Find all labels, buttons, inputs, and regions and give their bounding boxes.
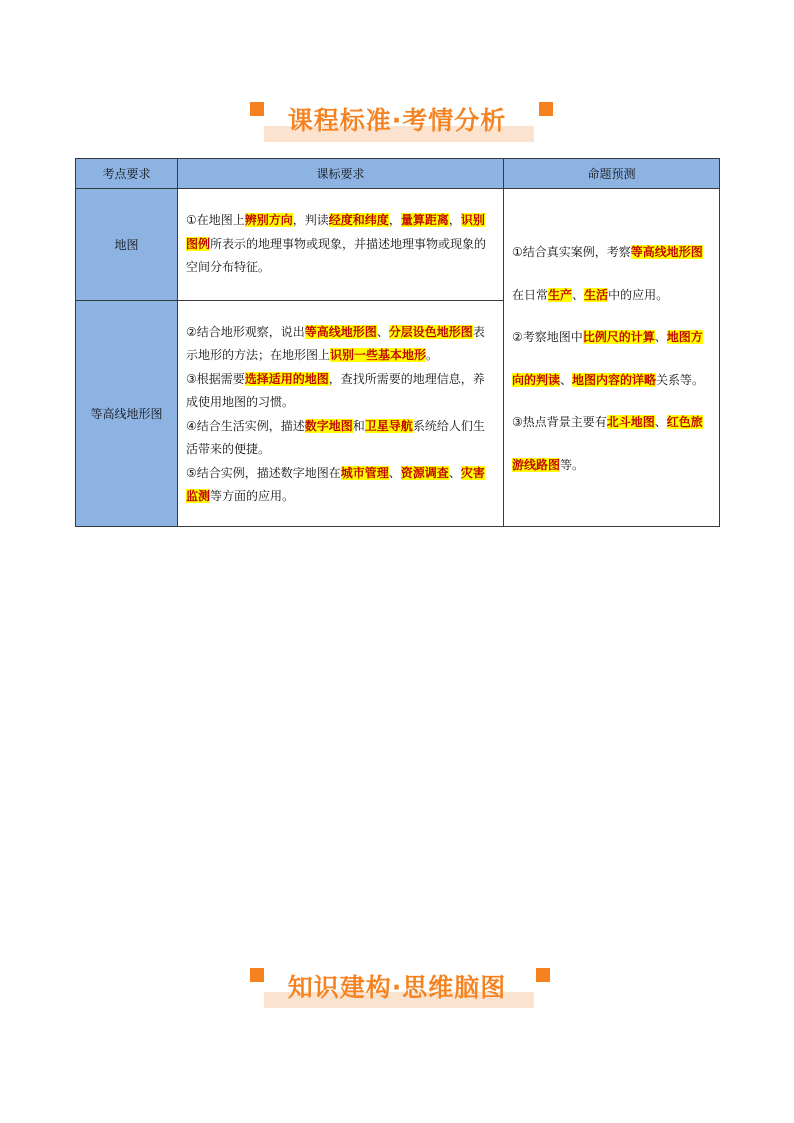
highlighted-keyword: 量算距离 (400, 213, 449, 227)
section-title-text: 知识建构·思维脑图 (287, 973, 507, 1002)
text-segment: 等方面的应用。 (210, 489, 295, 503)
text-segment: ②考察地图中 (512, 330, 583, 344)
text-segment: 、 (560, 372, 573, 387)
exam-point-cell: 地图 (76, 189, 178, 301)
highlighted-keyword: 生活 (584, 287, 609, 302)
highlighted-keyword: 等高线地形图 (630, 245, 703, 259)
highlighted-keyword: 地图内容的详略 (572, 372, 657, 387)
highlighted-keyword: 地图方向的判读 (512, 330, 703, 387)
section-title-mindmap (0, 966, 794, 1016)
table-header-row (76, 159, 720, 189)
text-segment: 、 (654, 415, 667, 429)
paragraph (186, 209, 495, 280)
text-segment: ， (448, 213, 461, 227)
highlighted-keyword: 选择适用的地图 (244, 371, 329, 386)
text-segment: 所表示的地理事物或现象，并描述地理事物或现象的空间分布特征。 (186, 236, 487, 274)
highlighted-keyword: 分层设色地形图 (388, 324, 473, 339)
header-curriculum-requirement: 课标要求 (178, 159, 504, 189)
paragraph (186, 415, 495, 462)
text-segment: 中的应用。 (608, 287, 669, 302)
paragraph (512, 401, 713, 486)
requirement-cell (178, 189, 504, 301)
text-segment: 等。 (560, 457, 585, 472)
text-segment: ⑤结合实例，描述数字地图在 (186, 465, 341, 480)
text-segment: 、 (654, 330, 667, 344)
highlighted-keyword: 资源调查 (400, 465, 449, 480)
requirements-table (75, 158, 720, 527)
text-segment: 、 (572, 287, 585, 302)
exam-point-cell: 等高线地形图 (76, 300, 178, 526)
text-segment: 。 (426, 348, 439, 362)
highlighted-keyword: 红色旅游线路图 (512, 415, 703, 472)
paragraph (186, 368, 495, 415)
highlighted-keyword: 比例尺的计算 (582, 330, 655, 344)
text-segment: 、 (448, 465, 461, 480)
header-exam-point: 考点要求 (76, 159, 178, 189)
text-segment: ①在地图上 (186, 213, 245, 227)
section-title-text: 课程标准·考情分析 (287, 106, 507, 135)
text-segment: ，判读 (292, 213, 329, 227)
text-segment: 、 (388, 465, 401, 480)
text-segment: 、 (376, 324, 389, 339)
requirement-list (186, 189, 495, 300)
text-segment: 在日常 (512, 287, 549, 302)
text-segment: 和 (352, 418, 365, 433)
prediction-list (512, 189, 713, 486)
text-segment: ④结合生活实例，描述 (186, 418, 305, 433)
highlighted-keyword: 生产 (548, 287, 573, 302)
highlighted-keyword: 识别一些基本地形 (330, 348, 427, 362)
text-segment: 关系等。 (656, 372, 705, 387)
text-segment: ①结合真实案例，考察 (512, 245, 631, 259)
highlighted-keyword: 经度和纬度 (328, 213, 389, 227)
highlighted-keyword: 辨别方向 (244, 213, 293, 227)
paragraph (186, 462, 495, 509)
paragraph (512, 316, 713, 401)
text-segment: ②结合地形观察，说出 (186, 324, 305, 339)
text-segment: ，查找所需要的地理信息，养成使用地图的习惯。 (186, 371, 485, 409)
highlighted-keyword: 等高线地形图 (304, 324, 377, 339)
text-segment: ③根据需要 (186, 371, 245, 386)
paragraph (186, 321, 495, 368)
text-segment: 系统给人们生活带来的便捷。 (186, 418, 485, 456)
requirement-cell (178, 300, 504, 526)
highlighted-keyword: 城市管理 (340, 465, 389, 480)
text-segment: ③热点背景主要有 (512, 415, 607, 429)
requirement-list (186, 301, 495, 526)
section-title-standard (0, 98, 794, 148)
highlighted-keyword: 数字地图 (304, 418, 353, 433)
highlighted-keyword: 灾害监测 (186, 465, 485, 503)
highlighted-keyword: 北斗地图 (606, 415, 655, 429)
table-row (76, 189, 720, 301)
header-prediction: 命题预测 (504, 159, 720, 189)
prediction-cell (504, 189, 720, 527)
text-segment: ， (388, 213, 401, 227)
paragraph (512, 231, 713, 316)
text-segment: 表示地形的方法；在地形图上 (186, 324, 485, 362)
highlighted-keyword: 识别图例 (186, 213, 485, 251)
highlighted-keyword: 卫星导航 (364, 418, 413, 433)
